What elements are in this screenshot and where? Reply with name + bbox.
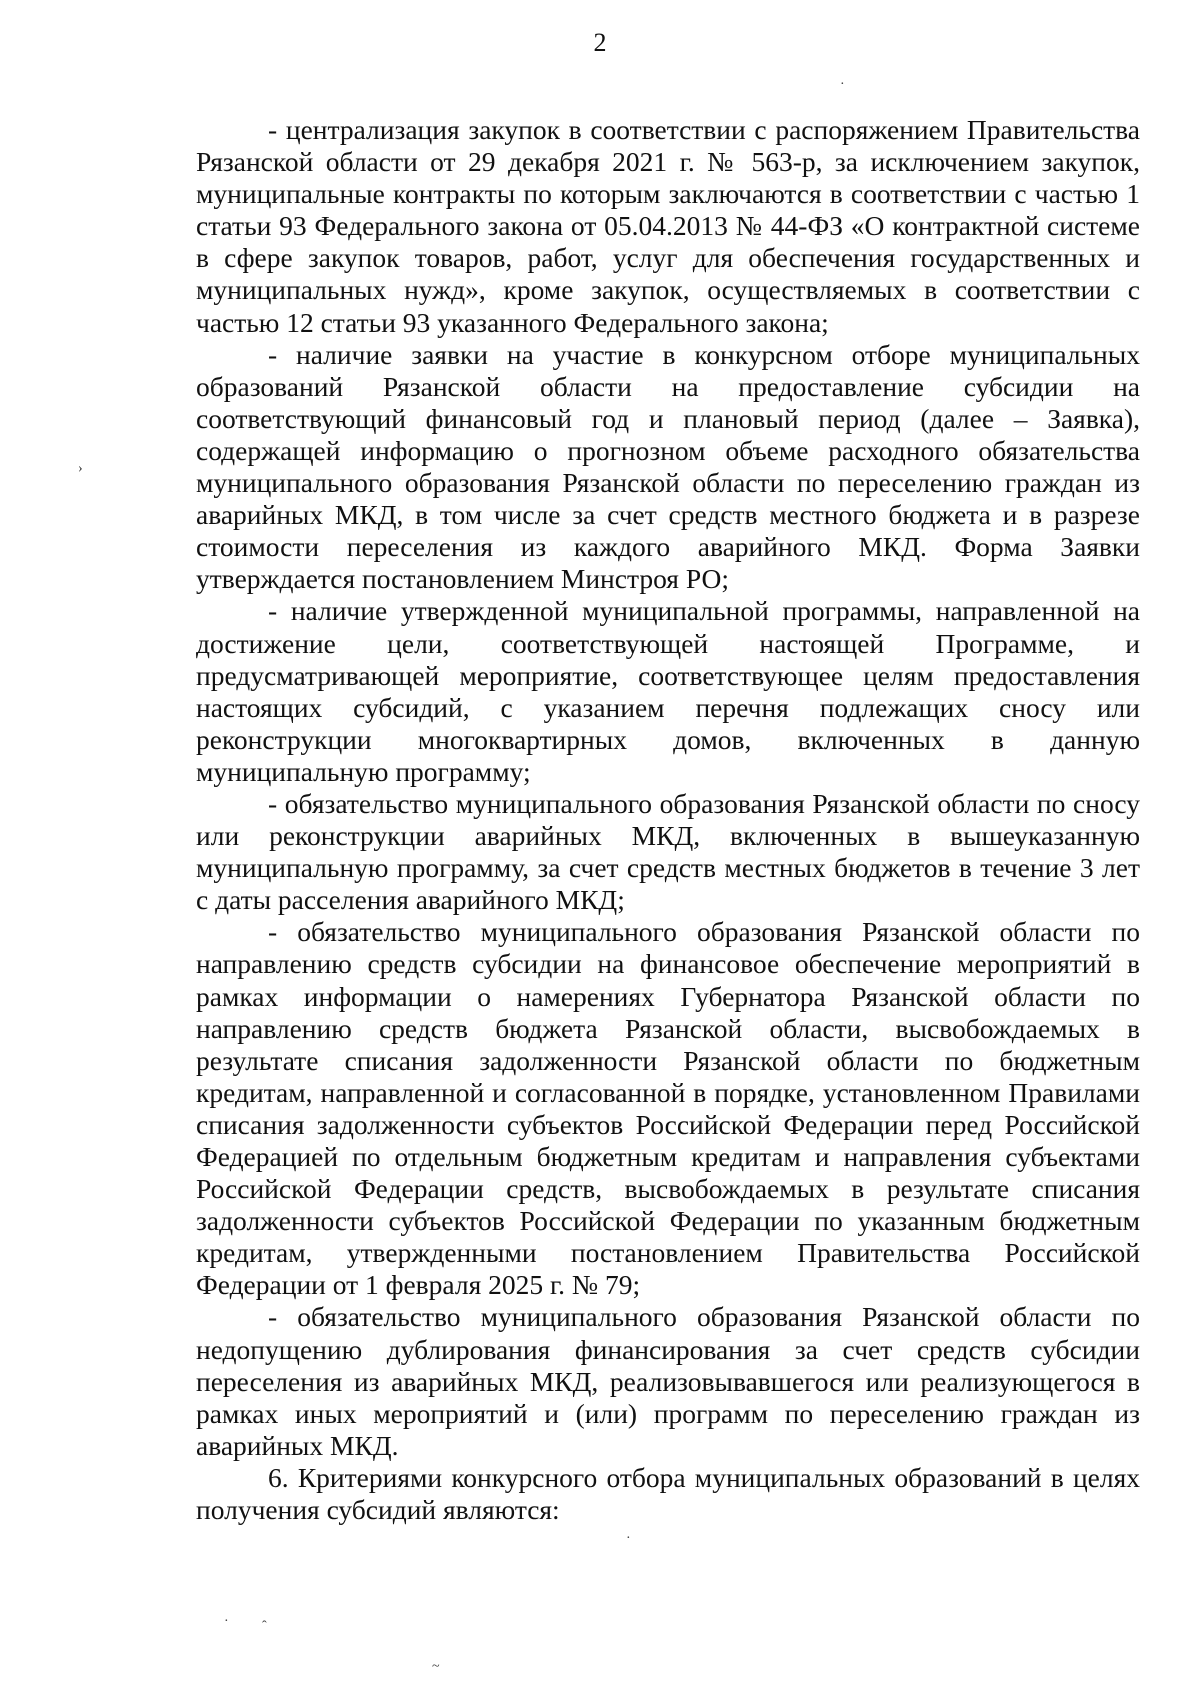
paragraph-demolition-obligation: - обязательство муниципального образования Рязанской области по сносу или реконструкции аварийных МКД, включенных в вышеуказанную муниципальную программу, за счет средств местных бюджетов в течение 3 лет с даты расселения аварийного МКД; bbox=[196, 787, 1140, 916]
scan-speck: · bbox=[224, 1614, 229, 1629]
paragraph-centralization: - централизация закупок в соответствии с распоряжением Правительства Рязанской области от 29 декабря 2021 г. № 563-р, за исключением закупок, муниципальные контракты по которым заключаются в соответствии с частью 1 статьи 93 Федерального закона от 05.04.2013 № 44-ФЗ «О контрактной системе в сфере закупок товаров, работ, услуг для обеспечения государственных и муниципальных нужд», кроме закупок, осуществляемых в соответствии с частью 12 статьи 93 указанного Федерального закона; bbox=[196, 114, 1140, 338]
paragraph-municipal-program: - наличие утвержденной муниципальной программы, направленной на достижение цели, соответствующей настоящей Программе, и предусматривающей мероприятие, соответствующее целям предоставления настоящих субсидий, с указанием перечня подлежащих сносу или реконструкции многоквартирных домов, включенных в данную муниципальную программу; bbox=[196, 595, 1140, 787]
scan-speck: ~ bbox=[432, 1659, 440, 1674]
paragraph-criteria-heading: 6. Критериями конкурсного отбора муниципальных образований в целях получения субсидий являются: bbox=[196, 1461, 1140, 1526]
document-body bbox=[196, 114, 1140, 1526]
page-number: 2 bbox=[593, 28, 607, 57]
scan-speck: ˆ bbox=[262, 1619, 267, 1634]
paragraph-application: - наличие заявки на участие в конкурсном отборе муниципальных образований Рязанской области на предоставление субсидии на соответствующий финансовый год и плановый период (далее – Заявка), содержащей информацию о прогнозном объеме расходного обязательства муниципального образования Рязанской области по переселению граждан из аварийных МКД, в том числе за счет средств местного бюджета и в разрезе стоимости переселения из каждого аварийного МКД. Форма Заявки утверждается постановлением Минстроя РО; bbox=[196, 338, 1140, 595]
paragraph-no-duplication-obligation: - обязательство муниципального образования Рязанской области по недопущению дублирования финансирования за счет средств субсидии переселения из аварийных МКД, реализовывавшегося или реализующегося в рамках иных мероприятий и (или) программ по переселению граждан из аварийных МКД. bbox=[196, 1301, 1140, 1461]
scan-speck: · bbox=[840, 77, 845, 92]
scan-speck: › bbox=[78, 461, 83, 476]
paragraph-funding-obligation: - обязательство муниципального образования Рязанской области по направлению средств субсидии на финансовое обеспечение мероприятий в рамках информации о намерениях Губернатора Рязанской области по направлению средств бюджета Рязанской области, высвобождаемых в результате списания задолженности Рязанской области по бюджетным кредитам, направленной и согласованной в порядке, установленном Правилами списания задолженности субъектов Российской Федерации перед Российской Федерацией по отдельным бюджетным кредитам и направления субъектами Российской Федерации средств, высвобождаемых в результате списания задолженности субъектов Российской Федерации по указанным бюджетным кредитам, утвержденными постановлением Правительства Российской Федерации от 1 февраля 2025 г. № 79; bbox=[196, 916, 1140, 1301]
scan-speck: · bbox=[626, 1531, 631, 1546]
